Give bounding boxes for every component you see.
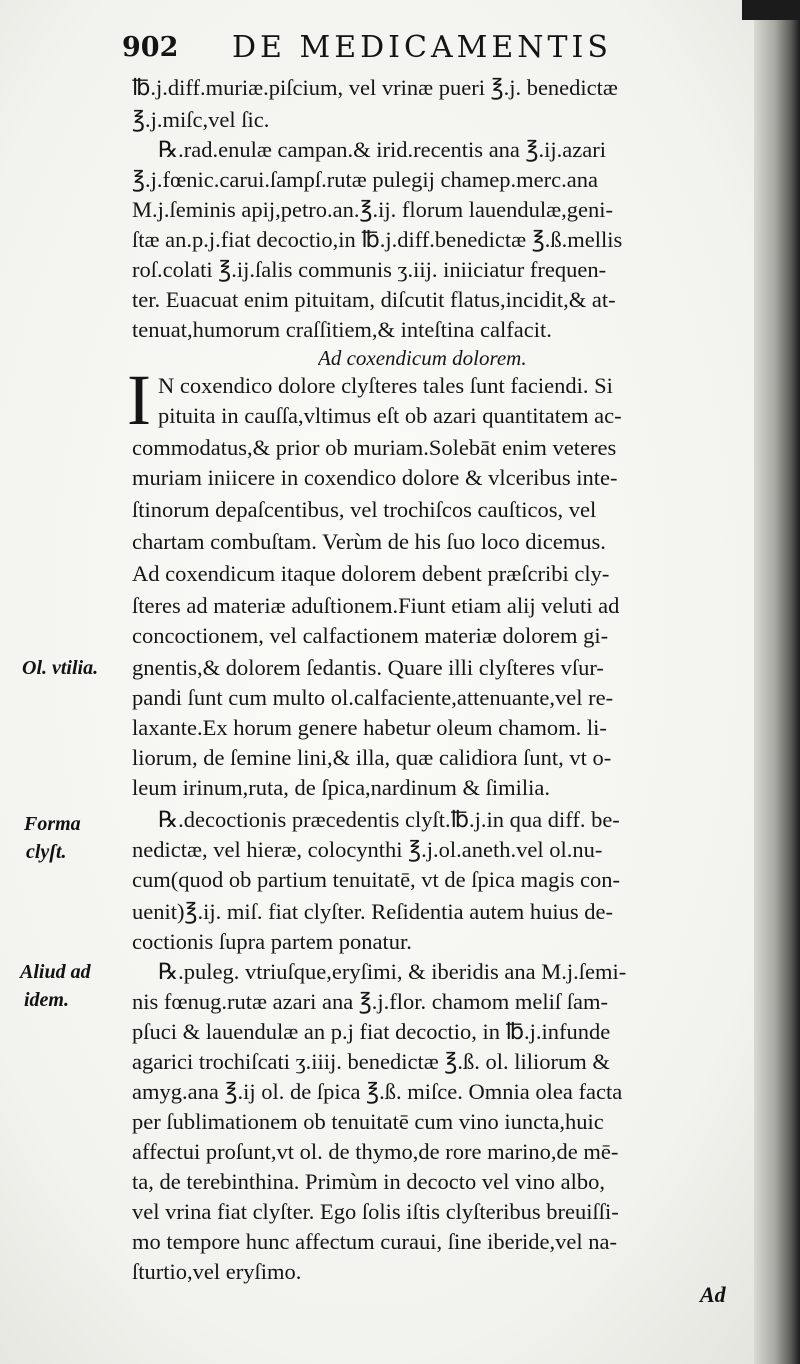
- text-line: ſtæ an.p.j.fiat decoctio,in ℔.j.diff.benedictæ ℥.ß.mellis: [132, 227, 623, 252]
- margin-note-idem: idem.: [24, 989, 69, 1011]
- text-line: pituita in cauſſa,vltimus eſt ob azari quantitatem ac-: [158, 403, 622, 428]
- text-line: ſturtio,vel eryſimo.: [132, 1259, 302, 1284]
- margin-note-forma: Forma: [24, 813, 81, 835]
- text-line: leum irinum,ruta, de ſpica,nardinum & ſimilia.: [132, 775, 551, 800]
- running-head: DE MEDICAMENTIS: [232, 30, 612, 65]
- text-line: coctionis ſupra partem ponatur.: [132, 929, 412, 954]
- text-line: ℔.j.diff.muriæ.piſcium, vel vrinæ pueri ℥.j. benedictæ: [132, 75, 618, 100]
- page-number: 902: [122, 32, 179, 63]
- text-line: roſ.colati ℥.ij.ſalis communis ʒ.iij. iniiciatur frequen-: [132, 257, 607, 282]
- text-line: ℞.rad.enulæ campan.& irid.recentis ana ℥.ij.azari: [158, 137, 606, 162]
- text-line: ſtinorum depaſcentibus, vel trochiſcos cauſticos, vel: [132, 497, 597, 522]
- text-line: ℞.decoctionis præcedentis clyſt.℔.j.in qua diff. be-: [158, 807, 620, 832]
- drop-capital: I: [127, 360, 151, 440]
- text-line: uenit)℥.ij. miſ. fiat clyſter. Reſidentia autem huius de-: [132, 899, 614, 924]
- text-line: commodatus,& prior ob muriam.Solebāt enim veteres: [132, 435, 617, 460]
- text-line: nis fœnug.rutæ azari ana ℥.j.flor. chamom meliſ ſam-: [132, 989, 608, 1014]
- text-line: Ad coxendicum itaque dolorem debent præſcribi cly-: [132, 561, 610, 586]
- margin-note-ol-vtilia: Ol. vtilia.: [22, 657, 99, 679]
- text-line: M.j.ſeminis apij,petro.an.℥.ij. florum lauendulæ,geni-: [132, 197, 614, 222]
- section-heading: Ad coxendicum dolorem.: [318, 346, 527, 370]
- text-line: ℥.j.fœnic.carui.ſampſ.rutæ pulegij chamep.merc.ana: [132, 167, 598, 192]
- text-line: agarici trochiſcati ʒ.iiij. benedictæ ℥.ß. ol. liliorum &: [132, 1049, 610, 1074]
- margin-note-clyst: clyſt.: [26, 841, 67, 863]
- catchword: Ad: [700, 1282, 726, 1307]
- text-line: tenuat,humorum craſſitiem,& inteſtina calfacit.: [132, 317, 552, 342]
- text-line: pandi ſunt cum multo ol.calfaciente,attenuante,vel re-: [132, 685, 614, 710]
- text-line: ſteres ad materiæ aduſtionem.Fiunt etiam alij veluti ad: [132, 593, 620, 618]
- text-line: concoctionem, vel calfactionem materiæ dolorem gi-: [132, 623, 609, 648]
- text-line: chartam combuſtam. Verùm de his ſuo loco dicemus.: [132, 529, 606, 554]
- text-line: cum(quod ob partium tenuitatē, vt de ſpica magis con-: [132, 867, 620, 892]
- text-line: ℥.j.miſc,vel ſic.: [132, 107, 270, 132]
- text-line: gnentis,& dolorem ſedantis. Quare illi clyſteres vſur-: [132, 655, 604, 680]
- text-line: muriam iniicere in coxendico dolore & vlceribus inte-: [132, 465, 618, 490]
- page-header: [122, 28, 742, 68]
- text-line: affectui proſunt,vt ol. de thymo,de rore marino,de mē-: [132, 1139, 619, 1164]
- page-gutter-shadow: [754, 0, 800, 1364]
- text-line: pſuci & lauendulæ an p.j fiat decoctio, in ℔.j.infunde: [132, 1019, 611, 1044]
- text-line: amyg.ana ℥.ij ol. de ſpica ℥.ß. miſce. Omnia olea facta: [132, 1079, 623, 1104]
- page-corner-shadow: [742, 0, 800, 20]
- text-line: liorum, de ſemine lini,& illa, quæ calidiora ſunt, vt o-: [132, 745, 612, 770]
- text-line: ta, de terebinthina. Primùm in decocto vel vino albo,: [132, 1169, 606, 1194]
- text-line: per ſublimationem ob tenuitatē cum vino iuncta,huic: [132, 1109, 604, 1134]
- text-line: mo tempore hunc affectum curaui, ſine iberide,vel na-: [132, 1229, 618, 1254]
- text-line: N coxendico dolore clyſteres tales ſunt faciendi. Si: [158, 373, 613, 398]
- margin-note-aliud-ad: Aliud ad: [20, 961, 91, 983]
- text-line: ter. Euacuat enim pituitam, diſcutit flatus,incidit,& at-: [132, 287, 616, 312]
- text-line: nedictæ, vel hieræ, colocynthi ℥.j.ol.aneth.vel ol.nu-: [132, 837, 603, 862]
- text-line: vel vrina fiat clyſter. Ego ſolis iſtis clyſteribus breuiſſi-: [132, 1199, 619, 1224]
- text-line: laxante.Ex horum genere habetur oleum chamom. li-: [132, 715, 607, 740]
- text-line: ℞.puleg. vtriuſque,eryſimi, & iberidis ana M.j.ſemi-: [158, 959, 627, 984]
